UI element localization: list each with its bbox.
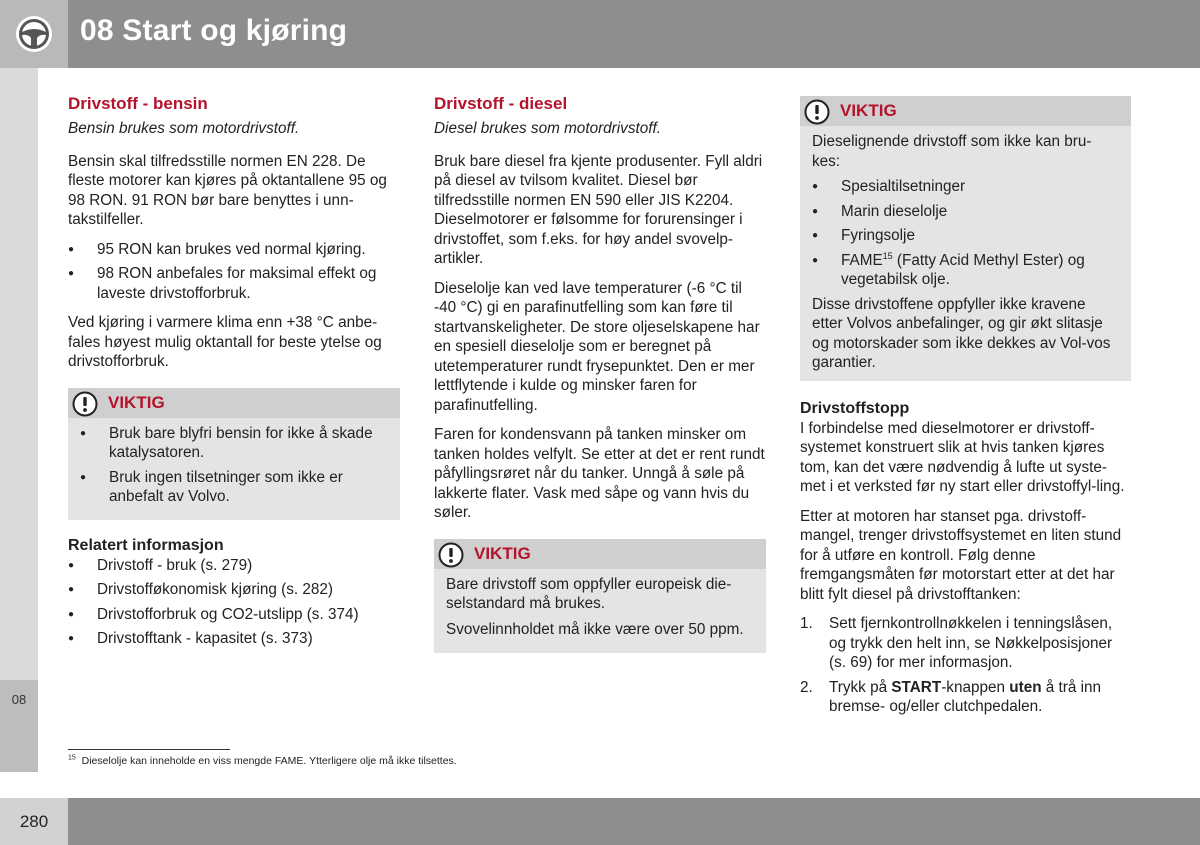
footnote [68, 755, 457, 767]
list-item: ● Spesialtilsetninger [812, 177, 1119, 197]
paragraph: Bensin skal tilfredsstille normen EN 228. De fleste motorer kan kjøres på oktantallene 95 og 98 RON. 91 RON bør bare benyttes i unn-takstilfeller. [68, 152, 387, 228]
paragraph: Dieselolje kan ved lave temperaturer (-6 °C til -40 °C) gi en parafinutfelling som kan føre til startvanskeligheter. De store oljeselskapene har en spesiell dieselolje som er beregnet på utetemperaturer rundt frysepunktet. Den er mer lettflytende i kulde og minsker faren for parafinutfelling. [434, 279, 760, 414]
step-item [800, 614, 1131, 673]
footnote-ref[interactable]: 15 [882, 250, 893, 261]
warning-icon [438, 542, 464, 568]
chapter-icon-box [0, 0, 68, 68]
step-text: Sett fjernkontrollnøkkelen i tenningslåsen, og trykk den helt inn, se Nøkkelposisjoner (s. 69) for mer informasjon. [829, 615, 1113, 671]
page-footer [0, 798, 1200, 845]
list-item: ● 95 RON kan brukes ved normal kjøring. [68, 240, 400, 260]
warning-box [434, 539, 766, 654]
lead-text: Diesel brukes som motordrivstoff. [434, 120, 661, 137]
warning-header [800, 96, 1131, 126]
step-text: -knappen [941, 678, 1010, 696]
bullet-list [812, 177, 1119, 290]
warning-body [68, 418, 400, 520]
step-text: Trykk på [829, 678, 892, 696]
fame-label: FAME [841, 251, 883, 269]
section-heading-diesel: Drivstoff - diesel [434, 94, 568, 113]
step-number: 1. [800, 615, 813, 632]
section-heading-drivstoffstopp: Drivstoffstopp [800, 399, 910, 417]
warning-text: Svovelinnholdet må ikke være over 50 ppm. [446, 620, 744, 638]
steering-wheel-icon [14, 14, 54, 54]
list-item: ● Fyringsolje [812, 226, 1119, 246]
step-number: 2. [800, 678, 813, 696]
warning-text: Dieselignende drivstoff som ikke kan bru-kes: [812, 133, 1092, 170]
warning-icon [804, 99, 830, 125]
warning-header [68, 388, 400, 418]
column-bensin [68, 92, 400, 659]
list-item: ● Marin dieselolje [812, 202, 1119, 222]
side-strip [0, 68, 38, 772]
chapter-title: 08 Start og kjøring [80, 14, 348, 47]
footnote-divider [68, 749, 230, 750]
step-list [800, 614, 1131, 717]
warning-body [434, 569, 766, 654]
warning-box [68, 388, 400, 520]
related-link[interactable]: ● Drivstofforbruk og CO2-utslipp (s. 374) [68, 605, 400, 625]
emphasis: uten [1009, 678, 1042, 696]
fame-text: (Fatty Acid Methyl Ester) og vegetabilsk olje. [841, 251, 1085, 288]
warning-body [800, 126, 1131, 381]
warning-label: VIKTIG [474, 543, 531, 563]
paragraph: Etter at motoren har stanset pga. drivstoff-mangel, trenger drivstoffsystemet en liten stund for å utføre en kontroll. Følg denne fremgangsmåten før motorstart etter at det har blitt fylt diesel på drivstofftanken: [800, 507, 1122, 603]
footnote-number: 15 [68, 754, 76, 762]
column-diesel [434, 92, 766, 667]
list-item: ● Bruk ingen tilsetninger som ikke er anbefalt av Volvo. [80, 468, 388, 507]
related-heading: Relatert informasjon [68, 536, 224, 554]
footnote-text: Dieselolje kan inneholde en viss mengde FAME. Ytterligere olje må ikke tilsettes. [81, 755, 457, 767]
list-item: ● 98 RON anbefales for maksimal effekt og laveste drivstofforbruk. [68, 264, 400, 303]
paragraph: Ved kjøring i varmere klima enn +38 °C anbe-fales høyest mulig oktantall for beste ytelse og drivstofforbruk. [68, 314, 382, 370]
lead-text: Bensin brukes som motordrivstoff. [68, 120, 300, 137]
bullet-list [68, 240, 400, 304]
column-diesel-continued [800, 96, 1131, 722]
related-list [68, 556, 400, 649]
start-button-label: START [891, 678, 942, 696]
step-item [800, 678, 1131, 717]
warning-header [434, 539, 766, 569]
related-link[interactable]: ● Drivstofftank - kapasitet (s. 373) [68, 629, 400, 649]
warning-text: Disse drivstoffene oppfyller ikke kravene etter Volvos anbefalinger, og gir økt slitasje og motorskader som ikke dekkes av Vol-vos garantier. [812, 295, 1111, 371]
paragraph: Faren for kondensvann på tanken minsker om tanken holdes velfylt. Se etter at det er rent rundt påfyllingsrøret når du tanker. Unngå å søle på lakkerte flater. Vask med såpe og vann hvis du søler. [434, 426, 765, 521]
list-item: ● Bruk bare blyfri bensin for ikke å skade katalysatoren. [80, 424, 388, 463]
bullet-list [80, 424, 388, 507]
warning-label: VIKTIG [840, 101, 897, 120]
warning-label: VIKTIG [108, 392, 165, 412]
warning-icon [72, 391, 98, 417]
warning-box [800, 96, 1131, 381]
paragraph: Bruk bare diesel fra kjente produsenter. Fyll aldri på diesel av tvilsom kvalitet. Diesel bør tilfredsstille normen EN 590 eller JIS K2204. Dieselmotorer er følsomme for forurensinger i drivstoffet, som f.eks. for høy andel svovelp-artikler. [434, 152, 763, 267]
section-heading-bensin: Drivstoff - bensin [68, 94, 208, 113]
step-text: å trå inn bremse- og/eller clutchpedalen. [829, 678, 1102, 715]
warning-text: Bare drivstoff som oppfyller europeisk die-selstandard må brukes. [446, 575, 732, 612]
chapter-side-tab: 08 [0, 680, 38, 772]
list-item [812, 251, 1119, 290]
related-link[interactable]: ● Drivstoff - bruk (s. 279) [68, 556, 400, 576]
related-link[interactable]: ● Drivstofføkonomisk kjøring (s. 282) [68, 580, 400, 600]
page-number: 280 [0, 798, 68, 845]
paragraph: I forbindelse med dieselmotorer er drivstoff-systemet konstruert slik at hvis tanken kjøres tom, kan det være nødvendig å lufte ut syste-met i et verksted før ny start eller drivstoffyl-ling. [800, 419, 1125, 495]
